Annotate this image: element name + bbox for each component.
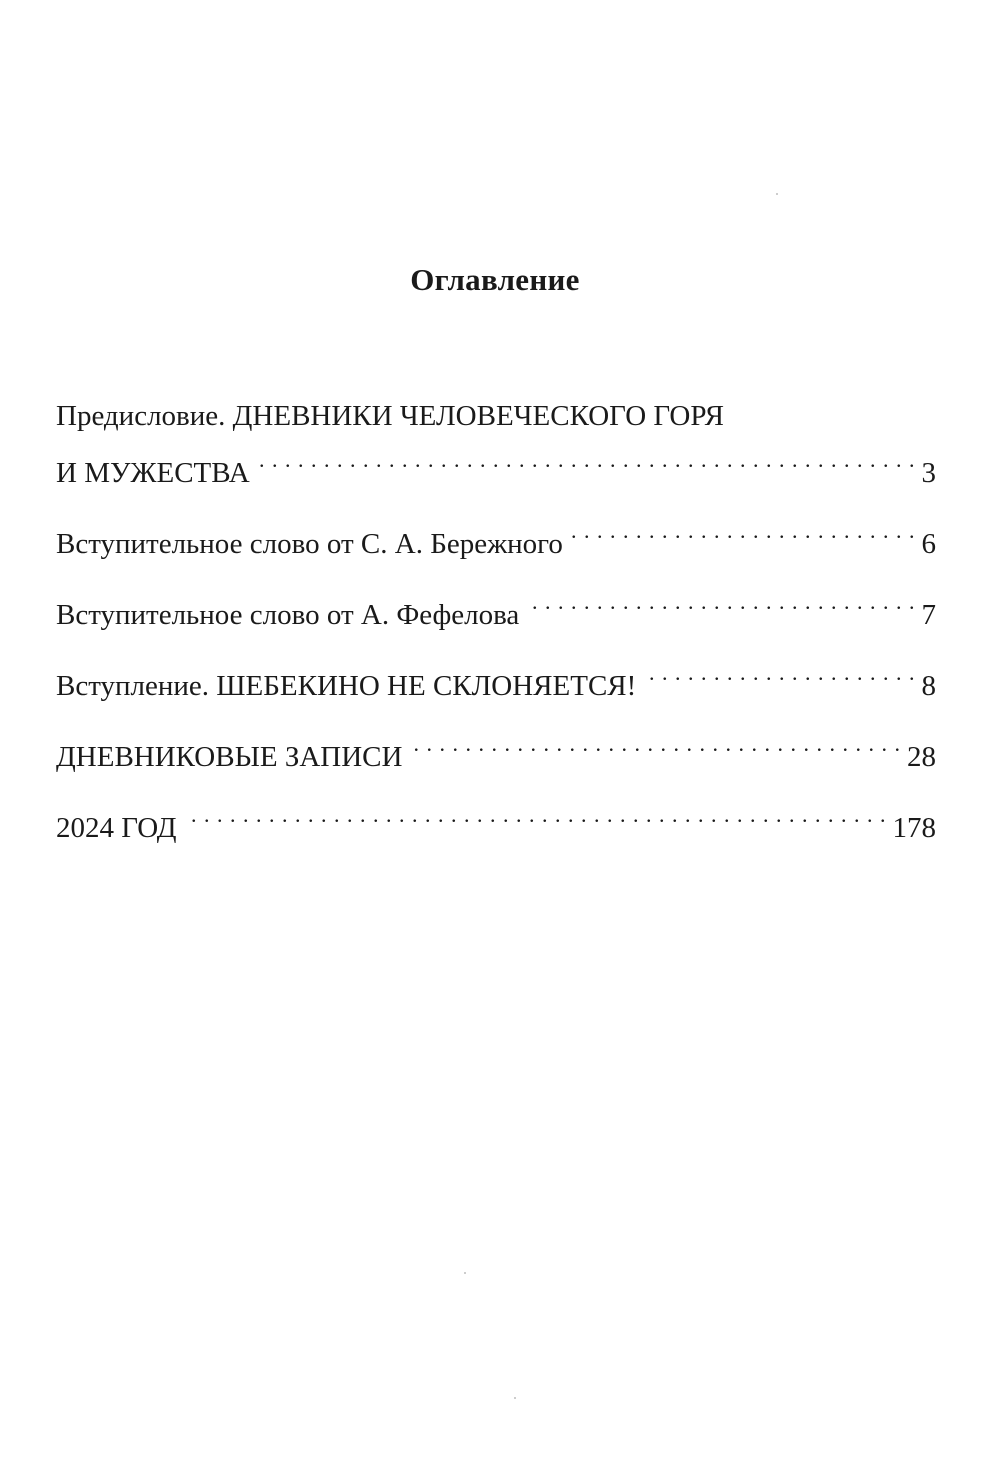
toc-entry-title: Вступление. ШЕБЕКИНО НЕ СКЛОНЯЕТСЯ! [56,670,637,702]
toc-entry-page-number: 28 [907,741,936,773]
toc-entry-diary-records[interactable] [56,722,936,779]
toc-entry-page-number: 8 [921,670,936,702]
dot-leader [569,509,916,553]
toc-entry-page-number: 3 [921,457,936,489]
toc-entry-title: И МУЖЕСТВА [56,457,250,489]
scan-speck [776,193,778,195]
toc-entry-page-number: 6 [921,528,936,560]
scan-speck [514,1397,516,1399]
toc-entry-intro-berezhnoy[interactable] [56,509,936,566]
dot-leader [642,651,915,695]
toc-entry-introduction[interactable] [56,651,936,708]
scan-speck [464,1272,466,1274]
toc-entry-title: Вступительное слово от А. Фефелова [56,599,520,631]
toc-entry-intro-fefelov[interactable] [56,580,936,637]
dot-leader [256,438,916,482]
toc-entry-year-2024[interactable] [56,793,936,850]
toc-entry-preface[interactable] [56,394,936,495]
dot-leader [408,722,901,766]
dot-leader [525,580,915,624]
toc-entry-title-line: Предисловие. ДНЕВНИКИ ЧЕЛОВЕЧЕСКОГО ГОРЯ [56,400,725,432]
dot-leader [183,793,887,837]
toc-entry-title: 2024 ГОД [56,812,177,844]
toc-title: Оглавление [410,262,580,297]
toc-entry-page-number: 178 [892,812,936,844]
table-of-contents [56,394,936,850]
toc-entry-page-number: 7 [921,599,936,631]
toc-entry-title: ДНЕВНИКОВЫЕ ЗАПИСИ [56,741,403,773]
toc-entry-title: Вступительное слово от С. А. Бережного [56,528,563,560]
